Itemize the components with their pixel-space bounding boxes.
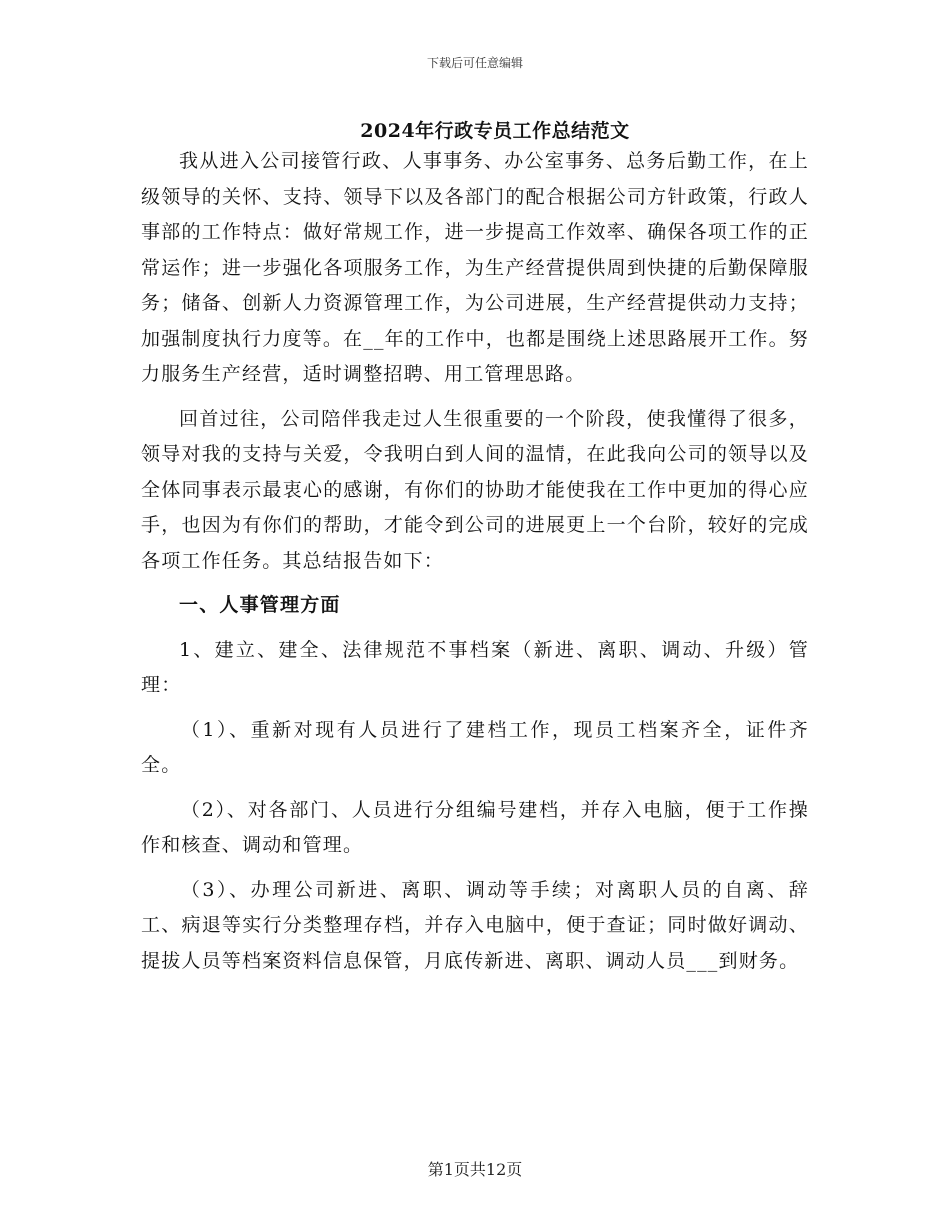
paragraph-review: 回首过往，公司陪伴我走过人生很重要的一个阶段，使我懂得了很多，领导对我的支持与关爱，令我明白到人间的温情，在此我向公司的领导以及全体同事表示最衷心的感谢，有你们的协助才能使我在工作中更加的得心应手，也因为有你们的帮助，才能令到公司的进展更上一个台阶，较好的完成各项工作任务。其总结报告如下： xyxy=(141,407,809,572)
document-title: 2024年行政专员工作总结范文 xyxy=(360,120,630,142)
paragraph-intro: 我从进入公司接管行政、人事事务、办公室事务、总务后勤工作，在上级领导的关怀、支持、领导下以及各部门的配合根据公司方针政策，行政人事部的工作特点：做好常规工作，进一步提高工作效率、确保各项工作的正常运作；进一步强化各项服务工作，为生产经营提供周到快捷的后勤保障服务；储备、创新人力资源管理工作，为公司进展，生产经营提供动力支持；加强制度执行力度等。在__年的工作中，也都是围绕上述思路展开工作。努力服务生产经营，适时调整招聘、用工管理思路。 xyxy=(141,150,809,385)
paragraph-subitem-3: （3）、办理公司新进、离职、调动等手续；对离职人员的自离、辞工、病退等实行分类整理存档，并存入电脑中，便于查证；同时做好调动、提拔人员等档案资料信息保管，月底传新进、离职、调动人员___到财务。 xyxy=(141,878,809,972)
section-heading-personnel: 一、人事管理方面 xyxy=(179,594,341,616)
page-number: 第1页共12页 xyxy=(427,1160,523,1179)
paragraph-subitem-2: （2）、对各部门、人员进行分组编号建档，并存入电脑，便于工作操作和核查、调动和管理。 xyxy=(141,798,809,856)
document-body xyxy=(141,144,809,988)
paragraph-item-1: 1、建立、建全、法律规范不事档案（新进、离职、调动、升级）管理： xyxy=(141,638,809,696)
header-note: 下载后可任意编辑 xyxy=(426,56,523,70)
paragraph-subitem-1: （1）、重新对现有人员进行了建档工作，现员工档案齐全，证件齐全。 xyxy=(141,718,809,776)
